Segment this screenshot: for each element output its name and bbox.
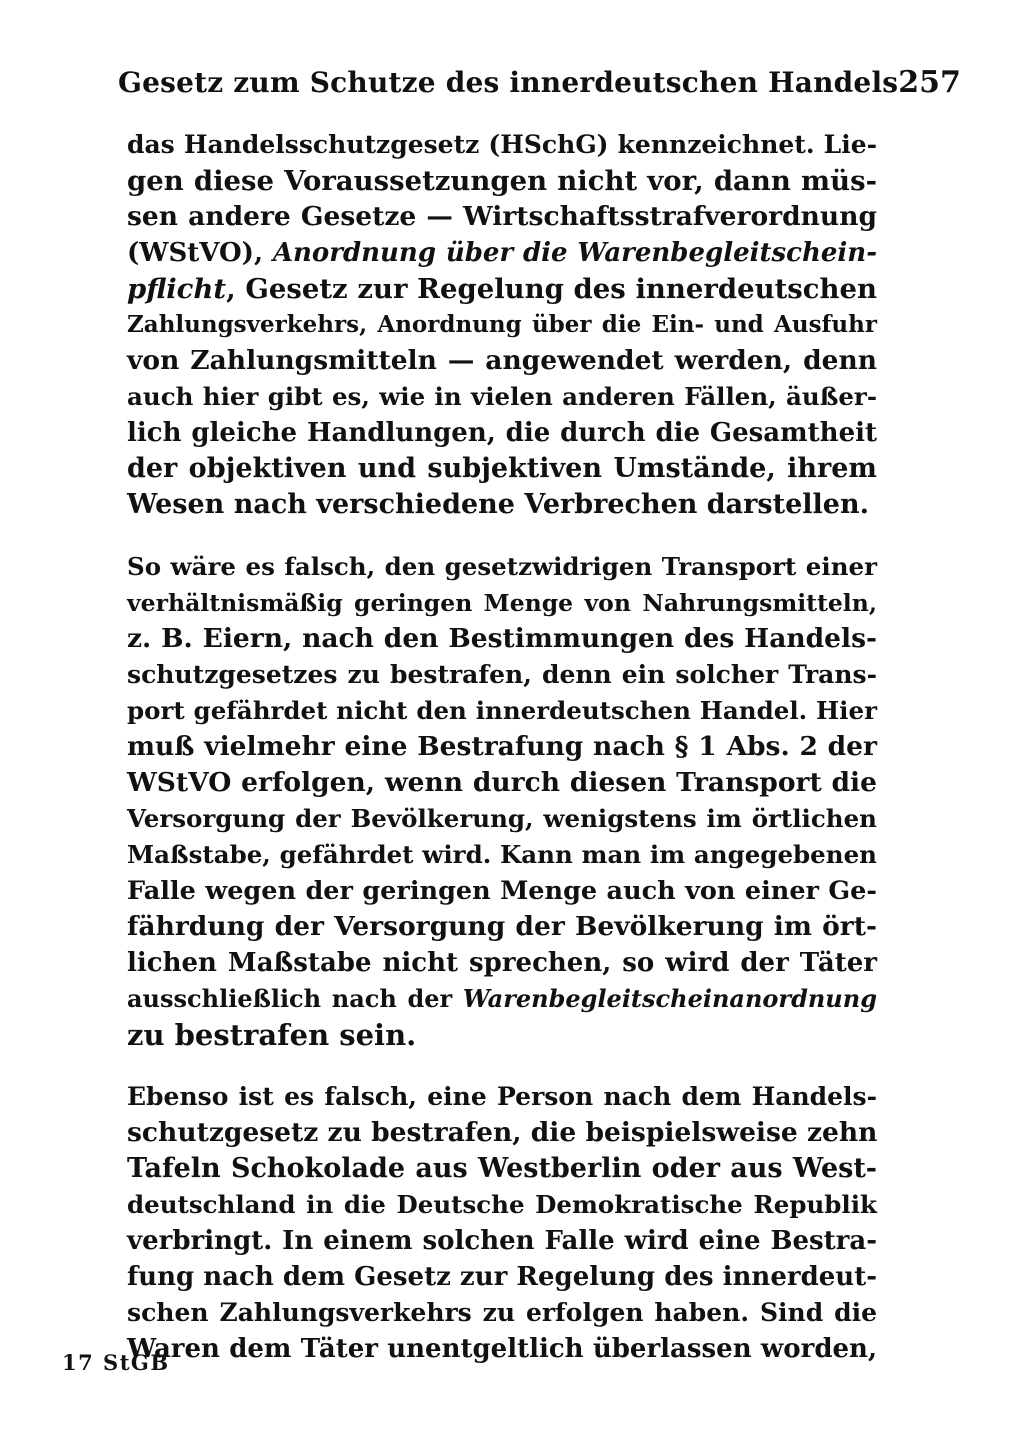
paragraph-1 xyxy=(127,127,877,523)
text-run: , Gesetz zur Regelung des innerdeutschen xyxy=(226,273,877,305)
text-line: zu bestrafen sein. xyxy=(127,1018,417,1052)
text-line: fung nach dem Gesetz zur Regelung des innerdeut- xyxy=(127,1262,877,1292)
text-line: lichen Maßstabe nicht sprechen, so wird der Täter xyxy=(127,948,877,978)
text-line: schen Zahlungsverkehrs zu erfolgen haben. Sind die xyxy=(127,1298,877,1327)
text-line: sen andere Gesetze — Wirtschaftsstrafverordnung xyxy=(127,201,877,232)
italic-title: Anordnung über die Warenbegleitschein- xyxy=(272,238,877,268)
text-line: verbringt. In einem solchen Falle wird eine Bestra- xyxy=(127,1226,877,1256)
text-line: Zahlungsverkehrs, Anordnung über die Ein- und Ausfuhr xyxy=(127,311,877,338)
text-line: lich gleiche Handlungen, die durch die Gesamtheit xyxy=(127,418,877,448)
text-line: von Zahlungsmitteln — angewendet werden, denn xyxy=(127,345,877,376)
text-line: fährdung der Versorgung der Bevölkerung im ört- xyxy=(127,911,877,942)
text-line: Tafeln Schokolade aus Westberlin oder aus West- xyxy=(127,1153,877,1184)
text-line: verhältnismäßig geringen Menge von Nahrungsmitteln, xyxy=(127,589,877,617)
text-line: Wesen nach verschiedene Verbrechen darstellen. xyxy=(127,489,869,520)
text-line: Ebenso ist es falsch, eine Person nach dem Handels- xyxy=(127,1082,877,1111)
text-line: der objektiven und subjektiven Umstände, ihrem xyxy=(127,453,877,484)
text-line: z. B. Eiern, nach den Bestimmungen des Handels- xyxy=(127,623,877,654)
text-line: Versorgung der Bevölkerung, wenigstens im örtlichen xyxy=(127,804,877,833)
paragraph-3 xyxy=(127,1079,877,1367)
text-line: deutschland in die Deutsche Demokratische Republik xyxy=(127,1190,877,1219)
body-text xyxy=(127,127,877,1367)
text-line: port gefährdet nicht den innerdeutschen Handel. Hier xyxy=(127,696,877,725)
text-line: WStVO erfolgen, wenn durch diesen Transport die xyxy=(127,767,877,798)
text-line: Falle wegen der geringen Menge auch von einer Ge- xyxy=(127,876,877,906)
text-line xyxy=(127,271,877,307)
italic-title: pflicht xyxy=(127,273,227,305)
text-line: Maßstabe, gefährdet wird. Kann man im angegebenen xyxy=(127,840,877,869)
printer-signature: 17 StGB xyxy=(62,1350,170,1375)
text-line: auch hier gibt es, wie in vielen anderen Fällen, äußer- xyxy=(127,382,877,411)
text-line: das Handelsschutzgesetz (HSchG) kennzeichnet. Lie- xyxy=(127,130,877,159)
text-line: Waren dem Täter unentgeltlich überlassen worden, xyxy=(127,1334,877,1364)
text-run: ausschließlich nach der xyxy=(127,984,463,1013)
running-head xyxy=(118,54,961,110)
page-number: 257 xyxy=(898,64,961,100)
text-line: muß vielmehr eine Bestrafung nach § 1 Abs. 2 der xyxy=(127,731,877,762)
text-line xyxy=(127,981,877,1017)
italic-title: Warenbegleitscheinanordnung xyxy=(462,984,877,1013)
text-line xyxy=(127,235,877,271)
paragraph-2 xyxy=(127,549,877,1053)
text-line: gen diese Voraussetzungen nicht vor, dann müs- xyxy=(127,165,877,197)
text-line: schutzgesetzes zu bestrafen, denn ein solcher Trans- xyxy=(127,660,877,689)
text-line: schutzgesetz zu bestrafen, die beispielsweise zehn xyxy=(127,1117,878,1148)
text-line: So wäre es falsch, den gesetzwidrigen Transport einer xyxy=(127,552,877,581)
running-title: Gesetz zum Schutze des innerdeutschen Handels xyxy=(118,65,899,99)
text-run: (WStVO), xyxy=(127,238,273,268)
